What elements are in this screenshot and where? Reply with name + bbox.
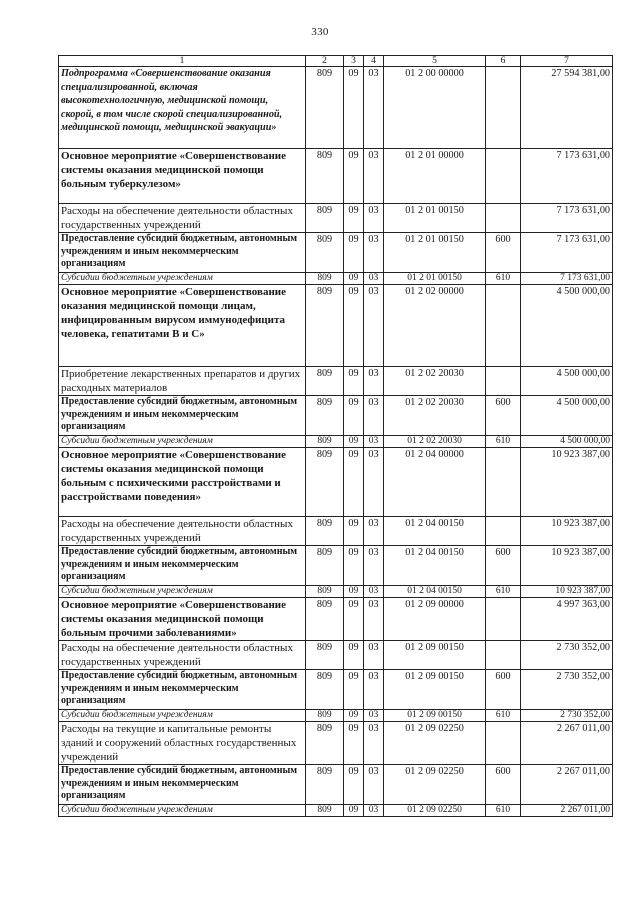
row-subsection-cell: 03 [364,641,384,670]
row-target-article-cell: 01 2 09 00150 [384,670,486,710]
row-ministry-cell: 809 [306,149,344,204]
row-name-cell: Расходы на обеспечение деятельности областных государственных учреждений [59,641,306,670]
row-name-cell: Субсидии бюджетным учреждениям [59,805,306,817]
row-name-cell: Субсидии бюджетным учреждениям [59,710,306,722]
row-amount-cell: 2 267 011,00 [521,765,613,805]
row-expense-type-cell [486,448,521,517]
row-amount-cell: 10 923 387,00 [521,546,613,586]
row-amount-cell: 2 267 011,00 [521,805,613,817]
row-amount-cell: 7 173 631,00 [521,273,613,285]
row-name-cell: Предоставление субсидий бюджетным, автономным учреждениям и иным некоммерческим организациям [59,546,306,586]
row-section-cell: 09 [344,273,364,285]
row-target-article-cell: 01 2 04 00150 [384,586,486,598]
table-row [59,805,613,817]
row-section-cell: 09 [344,598,364,641]
row-amount-cell: 4 500 000,00 [521,367,613,396]
header-cell-ministry: 2 [306,56,344,67]
row-ministry-cell: 809 [306,285,344,367]
row-target-article-cell: 01 2 02 20030 [384,367,486,396]
row-expense-type-cell: 600 [486,765,521,805]
table-row [59,765,613,805]
row-subsection-cell: 03 [364,722,384,765]
header-cell-name: 1 [59,56,306,67]
row-section-cell: 09 [344,448,364,517]
header-cell-amount: 7 [521,56,613,67]
row-name-cell: Расходы на обеспечение деятельности областных государственных учреждений [59,204,306,233]
table-row [59,598,613,641]
row-subsection-cell: 03 [364,367,384,396]
row-target-article-cell: 01 2 01 00150 [384,233,486,273]
row-subsection-cell: 03 [364,517,384,546]
row-ministry-cell: 809 [306,396,344,436]
row-ministry-cell: 809 [306,710,344,722]
row-target-article-cell: 01 2 04 00000 [384,448,486,517]
row-section-cell: 09 [344,233,364,273]
row-amount-cell: 10 923 387,00 [521,448,613,517]
row-ministry-cell: 809 [306,546,344,586]
row-ministry-cell: 809 [306,367,344,396]
row-amount-cell: 4 500 000,00 [521,396,613,436]
row-subsection-cell: 03 [364,765,384,805]
row-name-cell: Приобретение лекарственных препаратов и других расходных материалов [59,367,306,396]
row-target-article-cell: 01 2 02 20030 [384,396,486,436]
table-row [59,722,613,765]
row-subsection-cell: 03 [364,67,384,149]
row-section-cell: 09 [344,367,364,396]
row-amount-cell: 2 730 352,00 [521,641,613,670]
row-ministry-cell: 809 [306,204,344,233]
row-section-cell: 09 [344,805,364,817]
row-ministry-cell: 809 [306,598,344,641]
row-ministry-cell: 809 [306,233,344,273]
row-amount-cell: 2 267 011,00 [521,722,613,765]
row-section-cell: 09 [344,396,364,436]
row-name-cell: Основное мероприятие «Совершенствование системы оказания медицинской помощи больным с психическими расстройствами и расстройствами поведения» [59,448,306,517]
row-section-cell: 09 [344,517,364,546]
row-name-cell: Предоставление субсидий бюджетным, автономным учреждениям и иным некоммерческим организациям [59,396,306,436]
row-subsection-cell: 03 [364,149,384,204]
header-cell-subsection: 4 [364,56,384,67]
row-amount-cell: 7 173 631,00 [521,149,613,204]
row-amount-cell: 7 173 631,00 [521,233,613,273]
row-expense-type-cell: 610 [486,273,521,285]
row-name-cell: Предоставление субсидий бюджетным, автономным учреждениям и иным некоммерческим организациям [59,765,306,805]
table-row [59,448,613,517]
row-subsection-cell: 03 [364,670,384,710]
row-target-article-cell: 01 2 09 00150 [384,641,486,670]
table-row [59,517,613,546]
row-target-article-cell: 01 2 09 02250 [384,722,486,765]
row-section-cell: 09 [344,149,364,204]
row-expense-type-cell [486,149,521,204]
row-target-article-cell: 01 2 09 00150 [384,710,486,722]
row-expense-type-cell: 600 [486,233,521,273]
row-section-cell: 09 [344,546,364,586]
row-target-article-cell: 01 2 09 02250 [384,765,486,805]
table-body [59,67,613,817]
row-subsection-cell: 03 [364,285,384,367]
row-amount-cell: 4 997 363,00 [521,598,613,641]
row-target-article-cell: 01 2 01 00000 [384,149,486,204]
row-ministry-cell: 809 [306,273,344,285]
row-ministry-cell: 809 [306,517,344,546]
table-row [59,273,613,285]
row-expense-type-cell [486,641,521,670]
row-ministry-cell: 809 [306,670,344,710]
row-ministry-cell: 809 [306,805,344,817]
row-target-article-cell: 01 2 04 00150 [384,546,486,586]
row-target-article-cell: 01 2 00 00000 [384,67,486,149]
row-expense-type-cell: 600 [486,546,521,586]
row-section-cell: 09 [344,586,364,598]
row-ministry-cell: 809 [306,722,344,765]
row-expense-type-cell: 610 [486,710,521,722]
header-cell-target-article: 5 [384,56,486,67]
row-section-cell: 09 [344,285,364,367]
row-target-article-cell: 01 2 02 00000 [384,285,486,367]
row-expense-type-cell: 600 [486,396,521,436]
row-name-cell: Основное мероприятие «Совершенствование системы оказания медицинской помощи больным туберкулезом» [59,149,306,204]
header-cell-expense-type: 6 [486,56,521,67]
row-subsection-cell: 03 [364,448,384,517]
table-row [59,586,613,598]
row-name-cell: Основное мероприятие «Совершенствование системы оказания медицинской помощи больным прочими заболеваниями» [59,598,306,641]
row-section-cell: 09 [344,670,364,710]
row-amount-cell: 10 923 387,00 [521,517,613,546]
table-row [59,149,613,204]
row-target-article-cell: 01 2 09 02250 [384,805,486,817]
row-name-cell: Расходы на текущие и капитальные ремонты зданий и сооружений областных государственных учреждений [59,722,306,765]
table-row [59,396,613,436]
row-amount-cell: 7 173 631,00 [521,204,613,233]
row-expense-type-cell: 610 [486,805,521,817]
row-ministry-cell: 809 [306,448,344,517]
row-subsection-cell: 03 [364,546,384,586]
row-subsection-cell: 03 [364,598,384,641]
page-number: 330 [311,26,329,38]
row-expense-type-cell [486,367,521,396]
row-amount-cell: 4 500 000,00 [521,436,613,448]
row-subsection-cell: 03 [364,204,384,233]
row-section-cell: 09 [344,765,364,805]
row-target-article-cell: 01 2 09 00000 [384,598,486,641]
row-ministry-cell: 809 [306,765,344,805]
table-row [59,233,613,273]
row-amount-cell: 2 730 352,00 [521,670,613,710]
table-row [59,641,613,670]
row-name-cell: Субсидии бюджетным учреждениям [59,586,306,598]
row-section-cell: 09 [344,204,364,233]
row-ministry-cell: 809 [306,586,344,598]
row-subsection-cell: 03 [364,273,384,285]
row-section-cell: 09 [344,641,364,670]
row-ministry-cell: 809 [306,67,344,149]
row-subsection-cell: 03 [364,710,384,722]
row-amount-cell: 4 500 000,00 [521,285,613,367]
row-expense-type-cell: 610 [486,586,521,598]
row-expense-type-cell [486,722,521,765]
table-header [59,56,613,67]
row-amount-cell: 10 923 387,00 [521,586,613,598]
header-row [59,56,613,67]
table-row [59,546,613,586]
row-target-article-cell: 01 2 01 00150 [384,273,486,285]
row-subsection-cell: 03 [364,233,384,273]
row-section-cell: 09 [344,436,364,448]
row-ministry-cell: 809 [306,436,344,448]
row-section-cell: 09 [344,67,364,149]
row-subsection-cell: 03 [364,436,384,448]
row-amount-cell: 27 594 381,00 [521,67,613,149]
row-subsection-cell: 03 [364,586,384,598]
row-target-article-cell: 01 2 01 00150 [384,204,486,233]
table-row [59,67,613,149]
row-expense-type-cell [486,285,521,367]
row-target-article-cell: 01 2 02 20030 [384,436,486,448]
row-expense-type-cell: 600 [486,670,521,710]
row-expense-type-cell [486,67,521,149]
row-section-cell: 09 [344,722,364,765]
table-row [59,670,613,710]
row-name-cell: Основное мероприятие «Совершенствование оказания медицинской помощи лицам, инфицированным вирусом иммунодефицита человека, гепатитами В и С» [59,285,306,367]
row-expense-type-cell [486,517,521,546]
row-subsection-cell: 03 [364,805,384,817]
table-row [59,710,613,722]
row-expense-type-cell [486,598,521,641]
row-name-cell: Расходы на обеспечение деятельности областных государственных учреждений [59,517,306,546]
table-row [59,436,613,448]
row-name-cell: Субсидии бюджетным учреждениям [59,436,306,448]
budget-table [58,55,613,817]
row-subsection-cell: 03 [364,396,384,436]
table-row [59,285,613,367]
row-name-cell: Субсидии бюджетным учреждениям [59,273,306,285]
header-cell-section: 3 [344,56,364,67]
table-row [59,367,613,396]
row-target-article-cell: 01 2 04 00150 [384,517,486,546]
table-row [59,204,613,233]
row-expense-type-cell [486,204,521,233]
row-amount-cell: 2 730 352,00 [521,710,613,722]
row-expense-type-cell: 610 [486,436,521,448]
row-name-cell: Предоставление субсидий бюджетным, автономным учреждениям и иным некоммерческим организациям [59,233,306,273]
row-ministry-cell: 809 [306,641,344,670]
row-name-cell: Подпрограмма «Совершенствование оказания специализированной, включая высокотехнологичную, медицинской помощи, скорой, в том числе скорой специализированной, медицинской помощи, медицинской эвакуации» [59,67,306,149]
row-name-cell: Предоставление субсидий бюджетным, автономным учреждениям и иным некоммерческим организациям [59,670,306,710]
row-section-cell: 09 [344,710,364,722]
